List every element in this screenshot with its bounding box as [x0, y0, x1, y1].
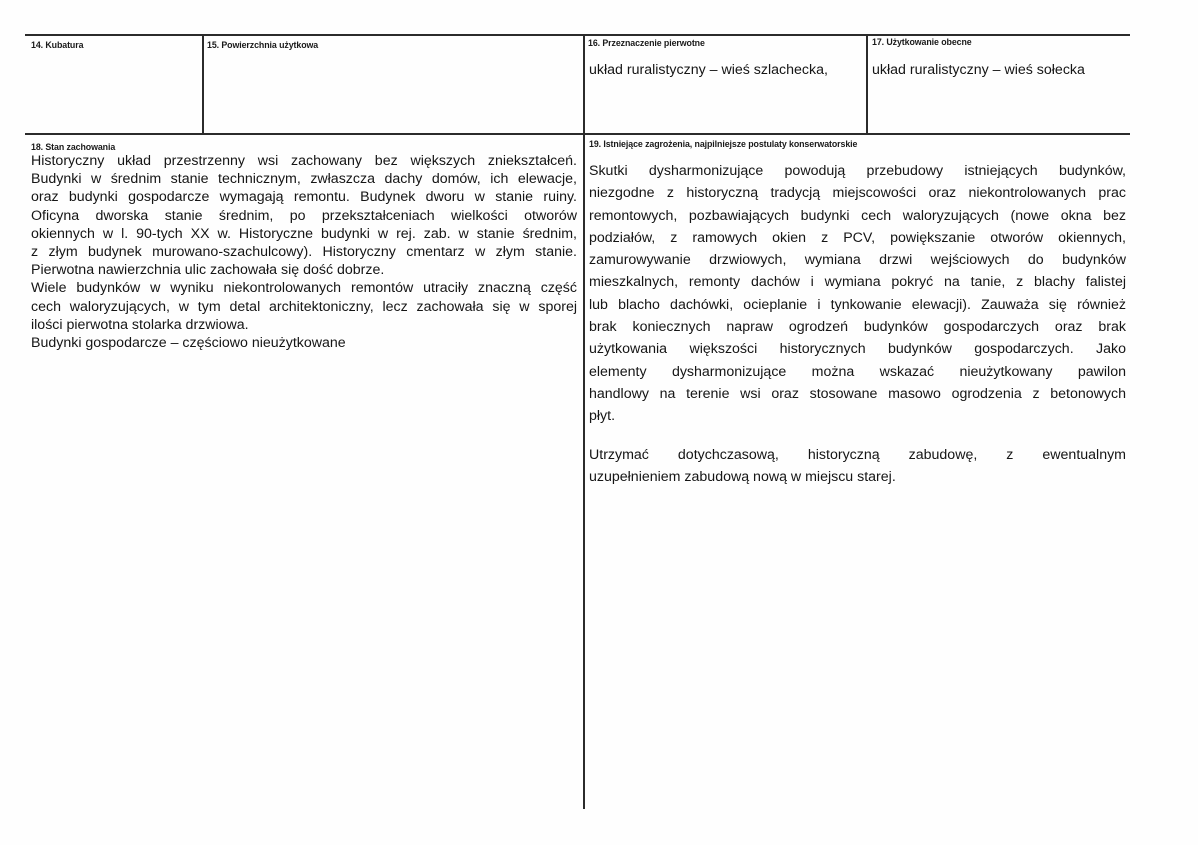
field-19-line: użytkowania większości historycznych budynków gospodarczych. Jako	[589, 341, 1126, 358]
field-18-line: Oficyna dworska stanie średnim, po przekształceniach wielkości otworów	[31, 207, 577, 224]
field-19-line: zamurowywanie drzwiowych, wymiana drzwi wejściowych do budynków	[589, 252, 1126, 269]
field-19-line: płyt.	[589, 408, 616, 425]
field-16-value: układ ruralistyczny – wieś szlachecka,	[589, 62, 828, 78]
field-19-line: uzupełnieniem zabudową nową w miejscu starej.	[589, 468, 896, 485]
field-19-line: brak koniecznych napraw ogrodzeń budynków gospodarczych oraz brak	[589, 319, 1126, 336]
field-17-label: 17. Użytkowanie obecne	[872, 37, 972, 48]
field-19-line: remontowych, pozbawiających budynki cech waloryzujących (nowe okna bez	[589, 207, 1126, 224]
field-18-line: ilości pierwotna stolarka drzwiowa.	[31, 316, 249, 333]
field-18-line: Wiele budynków w wyniku niekontrolowanych remontów utraciły znaczną część	[31, 280, 577, 297]
field-19-line: podziałów, z ramowych okien z PCV, powiększanie otworów okiennych,	[589, 229, 1126, 246]
field-18-line: Historyczny układ przestrzenny wsi zachowany bez większych zniekształceń.	[31, 153, 577, 169]
field-19-line: Skutki dysharmonizujące powodują przebudowy istniejących budynków,	[589, 163, 1126, 179]
col-divider-center	[583, 34, 585, 809]
field-18-line: Budynki w średnim stanie technicznym, zwłaszcza dachy domów, ich elewacje,	[31, 171, 577, 188]
paragraph-gap	[589, 428, 1126, 444]
field-19-label: 19. Istniejące zagrożenia, najpilniejsze postulaty konserwatorskie	[589, 139, 858, 150]
field-19-line: handlowy na terenie wsi oraz stosowane masowo ogrodzenia z betonowych	[589, 385, 1126, 402]
field-18-line: Budynki gospodarcze – częściowo nieużytkowane	[31, 335, 346, 352]
field-19-line: niezgodne z historyczną tradycją miejscowości oraz niekontrolowanych prac	[589, 185, 1126, 202]
col-divider-15	[202, 34, 204, 134]
field-17-value: układ ruralistyczny – wieś sołecka	[872, 62, 1085, 78]
row-divider	[25, 133, 1130, 135]
field-18-text	[31, 152, 577, 352]
col-divider-17	[866, 34, 868, 134]
field-18-line: cech waloryzujących, w tym detal architektoniczny, lecz zachowała się w sporej	[31, 298, 577, 315]
field-14-label: 14. Kubatura	[31, 40, 84, 51]
field-15-label: 15. Powierzchnia użytkowa	[207, 40, 319, 51]
field-18-label: 18. Stan zachowania	[31, 142, 116, 153]
field-18-line: okiennych w l. 90-tych XX w. Historyczne budynki w rej. zab. w stanie średnim,	[31, 225, 577, 242]
field-19-text	[589, 160, 1126, 488]
field-19-line: mieszkalnych, remonty dachów i wymiana pokryć na tanie, z blachy falistej	[589, 274, 1126, 291]
field-19-line: elementy dysharmonizujące można wskazać nieużytkowany pawilon	[589, 363, 1126, 380]
field-18-line: Pierwotna nawierzchnia ulic zachowała się dość dobrze.	[31, 262, 385, 279]
field-18-line: oraz budynki gospodarcze wymagają remontu. Budynek dworu w stanie ruiny.	[31, 189, 577, 206]
field-16-label: 16. Przeznaczenie pierwotne	[588, 38, 705, 49]
field-19-line: lub blacho dachówki, ocieplanie i tynkowanie elewacji). Zauważa się również	[589, 296, 1126, 313]
field-18-line: z złym budynek murowano-szachulcowy). Historyczny cmentarz w złym stanie.	[31, 244, 577, 261]
field-19-line: Utrzymać dotychczasową, historyczną zabudowę, z ewentualnym	[589, 446, 1126, 463]
table-top-border	[25, 34, 1130, 36]
